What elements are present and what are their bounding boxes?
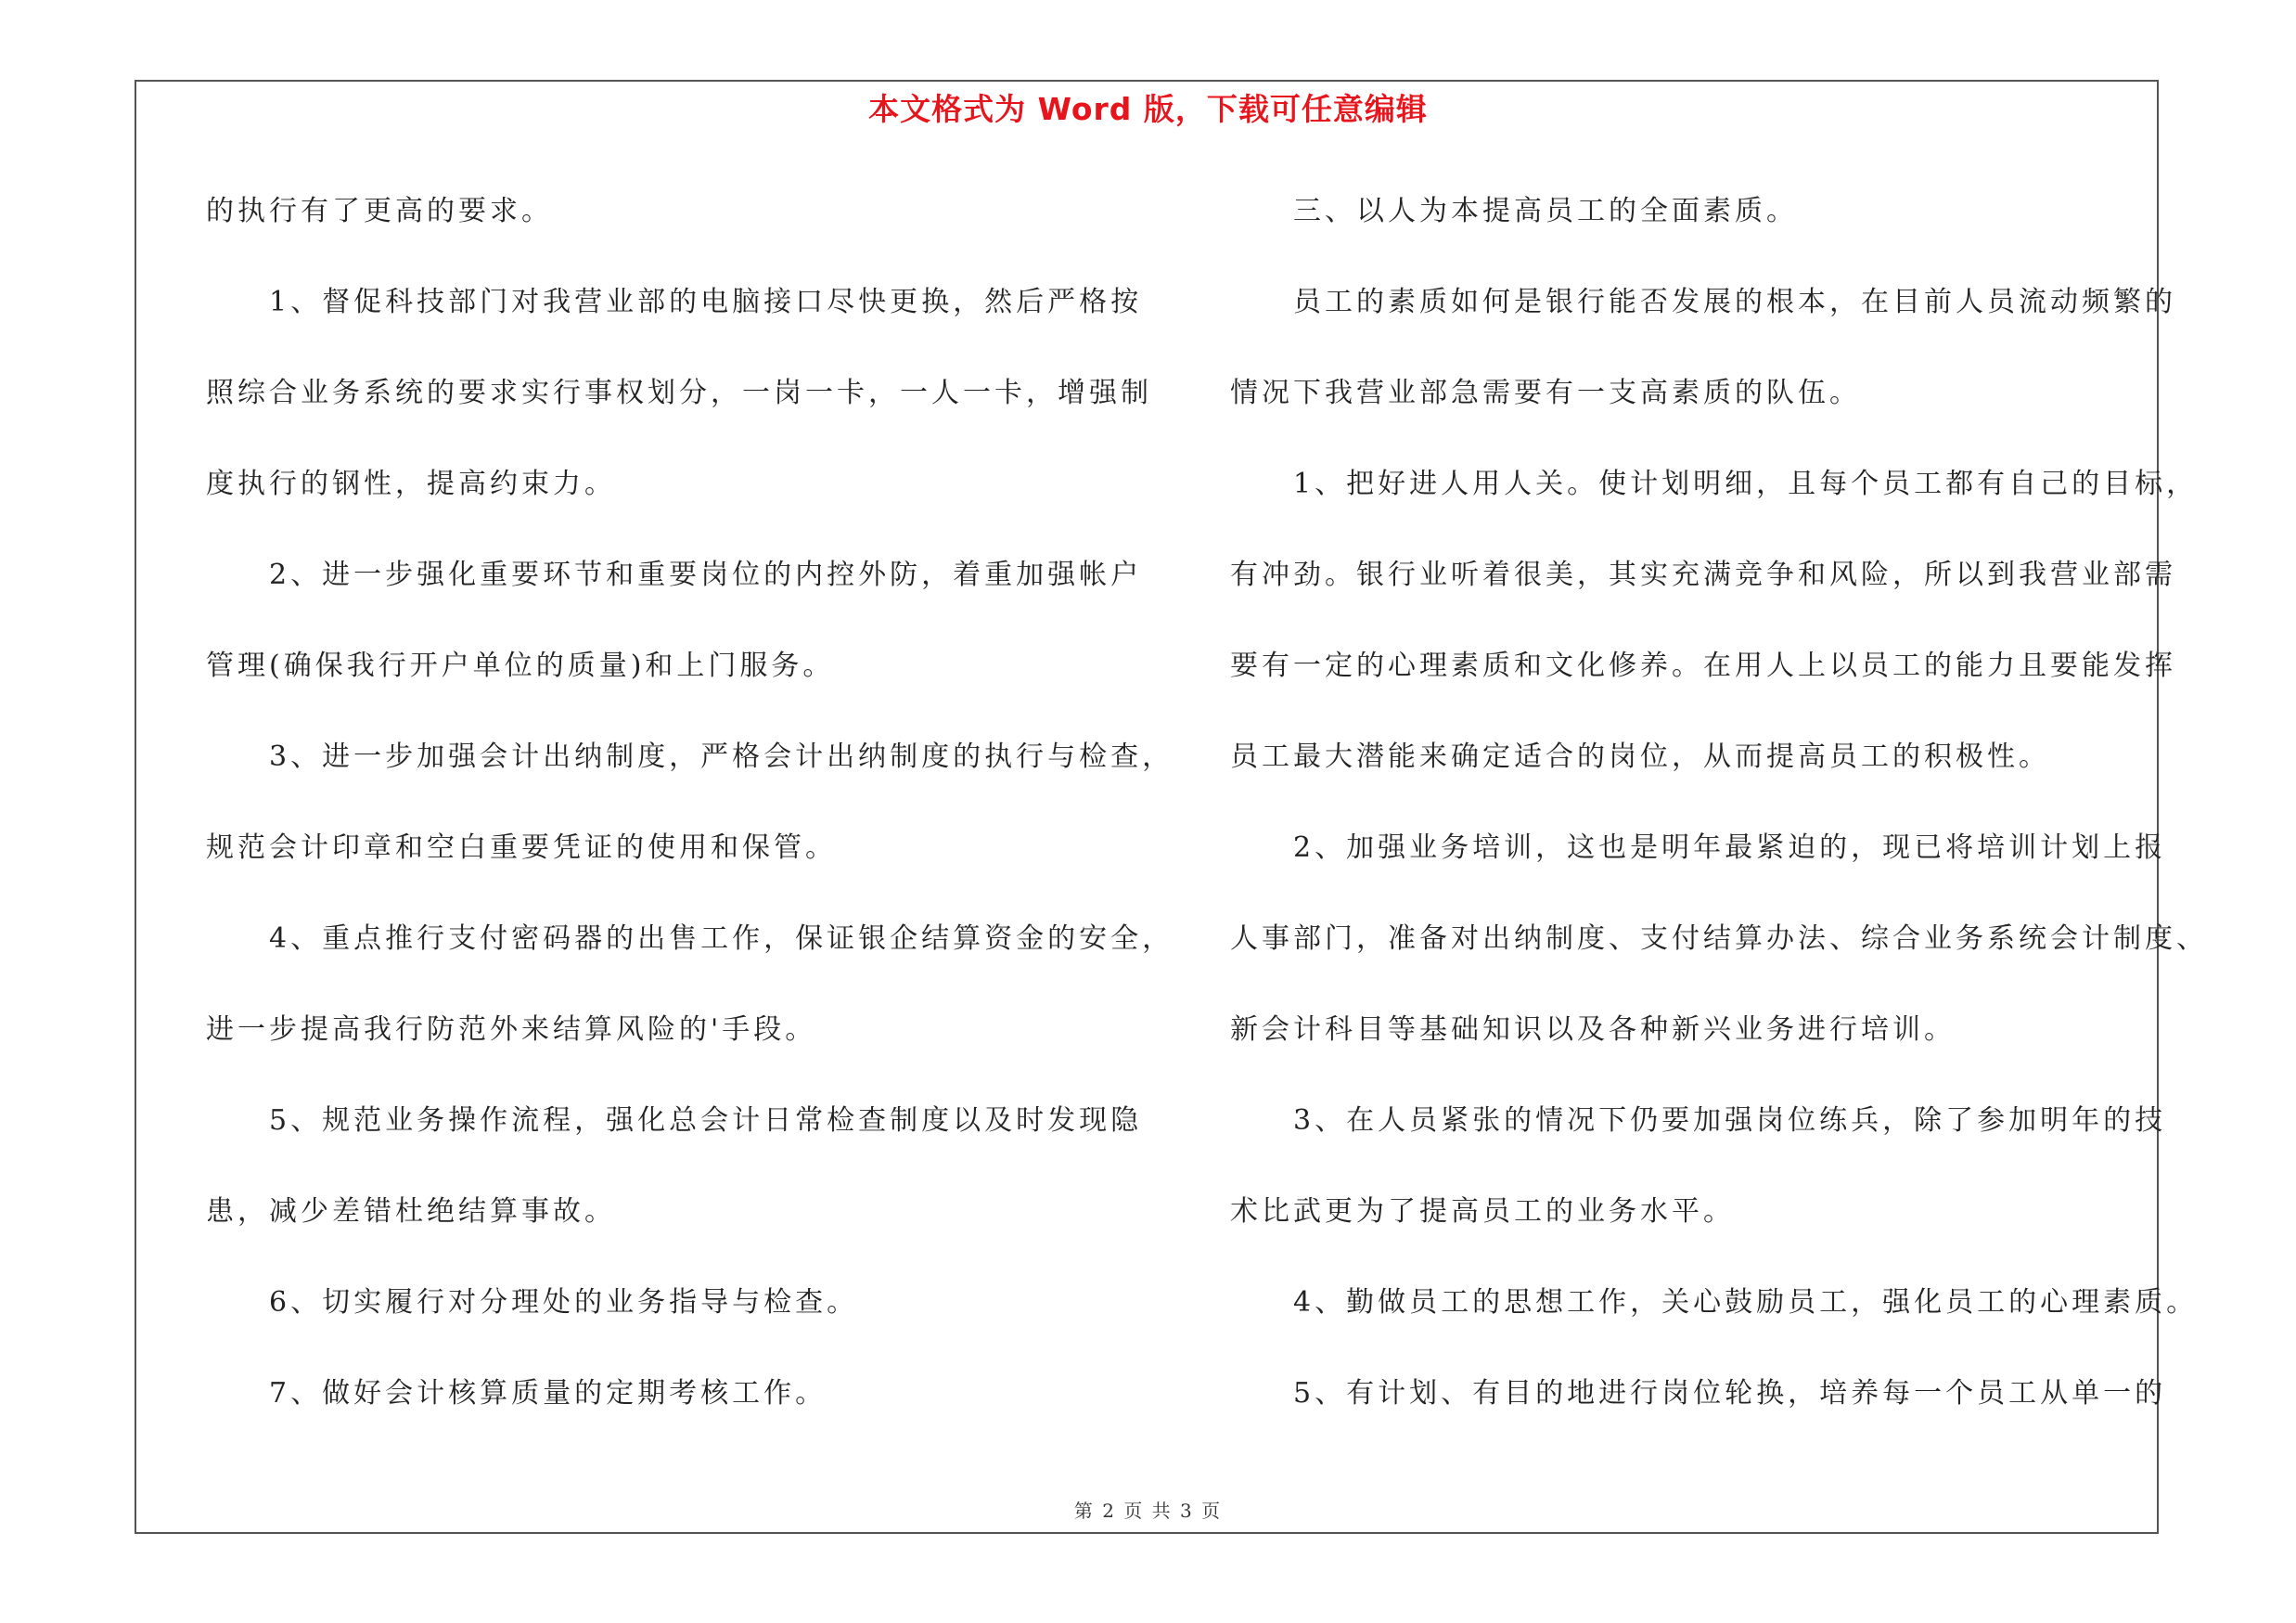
right-text-column xyxy=(1230,183,2208,1456)
text-line: 员工最大潜能来确定适合的岗位，从而提高员工的积极性。 xyxy=(1230,741,2050,773)
text-line: 4、重点推行支付密码器的出售工作，保证银企结算资金的安全， xyxy=(206,922,1174,955)
text-line: 人事部门，准备对出纳制度、支付结算办法、综合业务系统会计制度、 xyxy=(1230,922,2208,955)
text-line: 照综合业务系统的要求实行事权划分，一岗一卡，一人一卡，增强制 xyxy=(206,377,1152,409)
text-line: 员工的素质如何是银行能否发展的根本，在目前人员流动频繁的 xyxy=(1230,286,2176,318)
text-line: 的执行有了更高的要求。 xyxy=(206,195,553,227)
page-number-footer: 第 2 页 共 3 页 xyxy=(1073,1500,1223,1522)
text-line: 情况下我营业部急需要有一支高素质的队伍。 xyxy=(1230,377,1861,409)
text-line: 7、做好会计核算质量的定期考核工作。 xyxy=(206,1377,827,1410)
text-line: 1、督促科技部门对我营业部的电脑接口尽快更换，然后严格按 xyxy=(206,286,1143,318)
text-line: 3、在人员紧张的情况下仍要加强岗位练兵，除了参加明年的技 xyxy=(1230,1104,2167,1137)
text-line: 有冲劲。银行业听着很美，其实充满竞争和风险，所以到我营业部需 xyxy=(1230,559,2176,591)
text-line: 规范会计印章和空白重要凭证的使用和保管。 xyxy=(206,831,837,864)
text-line: 术比武更为了提高员工的业务水平。 xyxy=(1230,1195,1735,1228)
text-line: 4、勤做员工的思想工作，关心鼓励员工，强化员工的心理素质。 xyxy=(1230,1286,2199,1319)
text-line: 5、规范业务操作流程，强化总会计日常检查制度以及时发现隐 xyxy=(206,1104,1143,1137)
left-text-column xyxy=(206,183,1174,1456)
text-line: 要有一定的心理素质和文化修养。在用人上以员工的能力且要能发挥 xyxy=(1230,650,2176,682)
text-line: 度执行的钢性，提高约束力。 xyxy=(206,468,616,500)
text-line: 5、有计划、有目的地进行岗位轮换，培养每一个员工从单一的 xyxy=(1230,1377,2167,1410)
text-line: 管理(确保我行开户单位的质量)和上门服务。 xyxy=(206,650,835,682)
text-line: 患，减少差错杜绝结算事故。 xyxy=(206,1195,616,1228)
text-line: 三、以人为本提高员工的全面素质。 xyxy=(1230,195,1798,227)
text-line: 2、加强业务培训，这也是明年最紧迫的，现已将培训计划上报 xyxy=(1230,831,2167,864)
word-format-banner: 本文格式为 Word 版，下载可任意编辑 xyxy=(868,91,1428,127)
text-line: 2、进一步强化重要环节和重要岗位的内控外防，着重加强帐户 xyxy=(206,559,1143,591)
text-line: 新会计科目等基础知识以及各种新兴业务进行培训。 xyxy=(1230,1013,1956,1046)
text-line: 1、把好进人用人关。使计划明细，且每个员工都有自己的目标， xyxy=(1230,468,2199,500)
text-line: 进一步提高我行防范外来结算风险的'手段。 xyxy=(206,1013,817,1046)
text-line: 6、切实履行对分理处的业务指导与检查。 xyxy=(206,1286,859,1319)
text-line: 3、进一步加强会计出纳制度，严格会计出纳制度的执行与检查， xyxy=(206,741,1174,773)
